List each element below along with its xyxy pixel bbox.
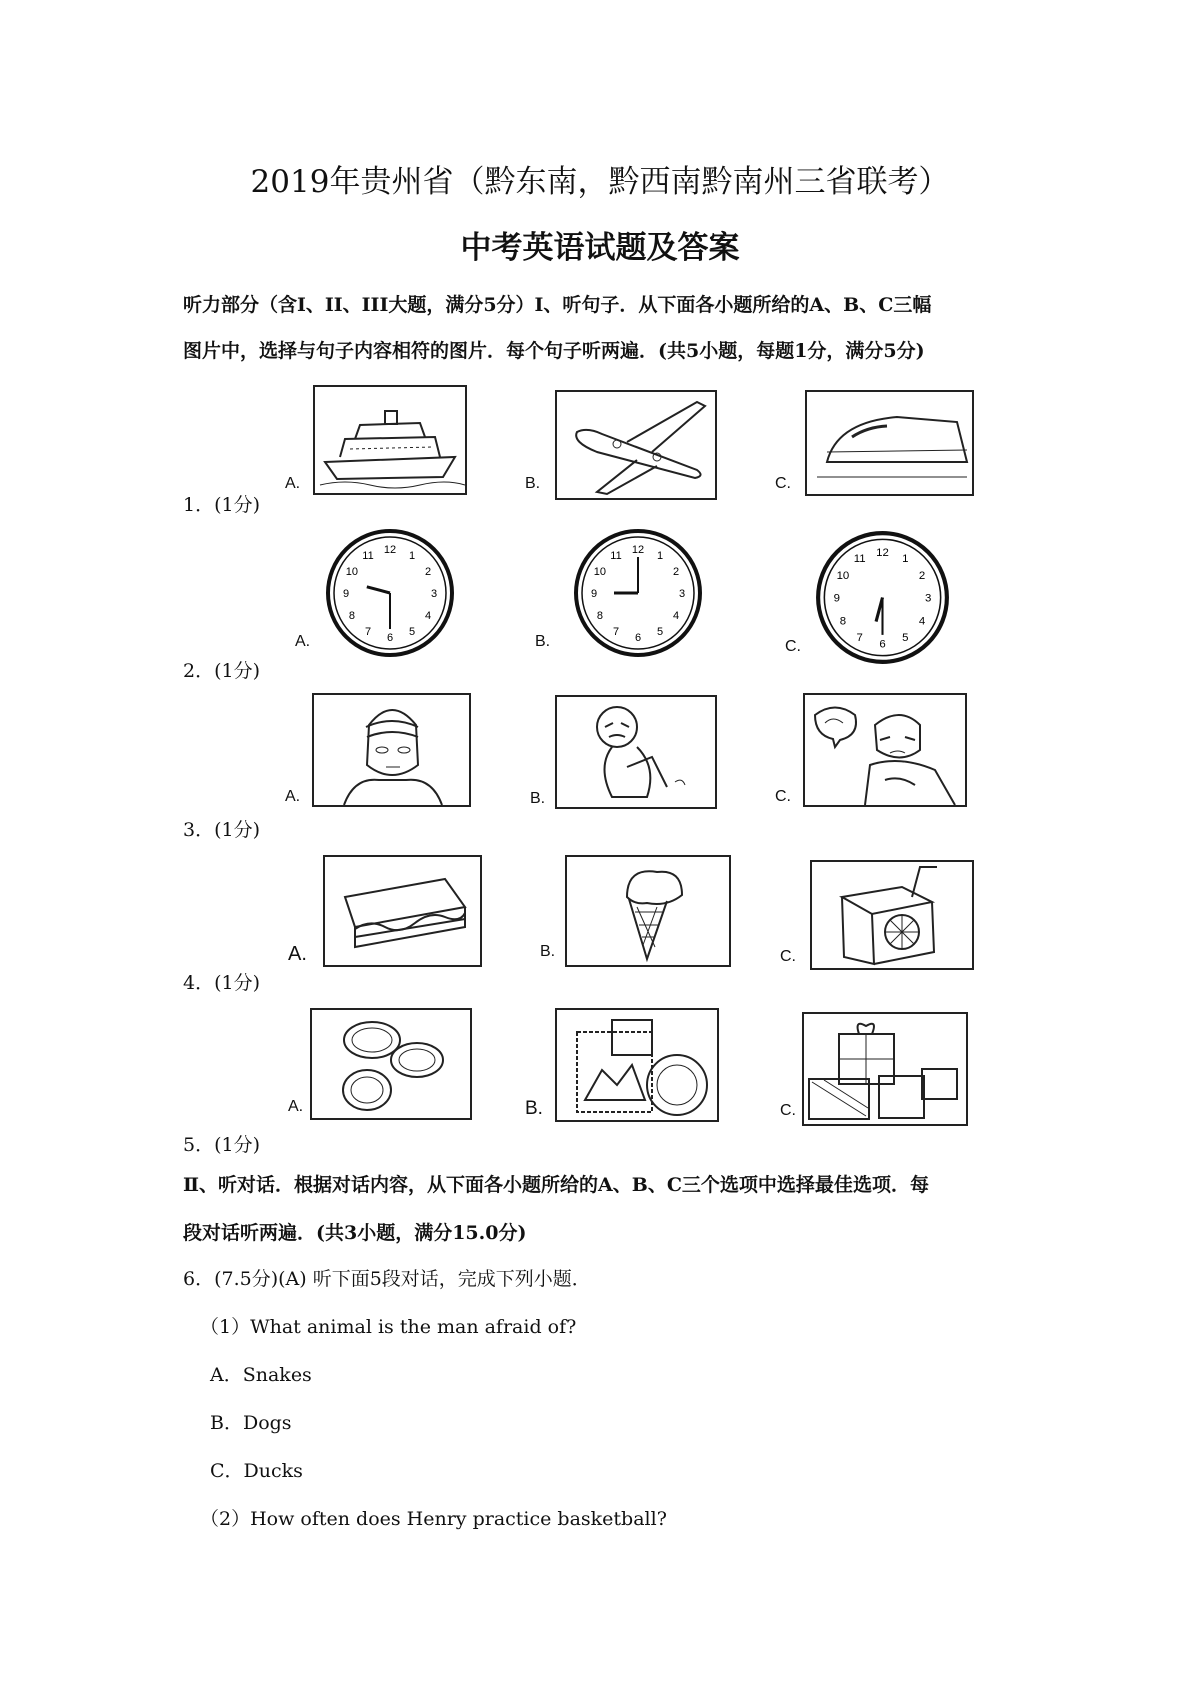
gifts-icon bbox=[802, 1012, 968, 1126]
option-letter: C. bbox=[780, 948, 796, 965]
fever-person-icon bbox=[555, 695, 717, 809]
clock-number: 6 bbox=[634, 632, 642, 644]
answer-option-b[interactable]: B．Dogs bbox=[210, 1412, 292, 1434]
option-letter: C. bbox=[780, 1102, 796, 1119]
option-letter: A. bbox=[288, 943, 307, 965]
clock-icon bbox=[573, 528, 703, 658]
clock-number: 11 bbox=[362, 549, 374, 562]
option-letter: C. bbox=[785, 638, 801, 655]
clock-number: 1 bbox=[902, 553, 909, 566]
airplane-icon bbox=[555, 390, 717, 500]
clock-number: 1 bbox=[656, 549, 664, 562]
clock-number: 3 bbox=[430, 588, 438, 600]
clock-number: 7 bbox=[612, 626, 620, 639]
clock-number: 12 bbox=[383, 544, 397, 556]
sandwich-icon bbox=[323, 855, 482, 967]
question-2-label: 2．(1分) bbox=[183, 660, 261, 682]
question-3-label: 3．(1分) bbox=[183, 819, 261, 841]
option-letter: B. bbox=[525, 475, 541, 492]
clock-number: 1 bbox=[408, 549, 416, 562]
option-letter: B. bbox=[535, 633, 551, 650]
listening-intro-line1: 听力部分（含I、II、III大题，满分5分）I、听句子．从下面各小题所给的A、B、C三幅 bbox=[183, 294, 932, 316]
listening-intro-line2: 图片中，选择与句子内容相符的图片．每个句子听两遍．(共5小题，每题1分，满分5分) bbox=[183, 340, 925, 362]
option-letter: A. bbox=[285, 475, 301, 492]
answer-option-c[interactable]: C．Ducks bbox=[210, 1460, 303, 1482]
clock-number: 6 bbox=[879, 638, 886, 651]
question-6-1-text: （1）What animal is the man afraid of? bbox=[200, 1316, 577, 1338]
clock-number: 4 bbox=[425, 610, 432, 622]
clock-number: 5 bbox=[656, 626, 664, 639]
option-letter: A. bbox=[288, 1098, 304, 1115]
clock-number: 11 bbox=[610, 549, 622, 562]
question-6-header: 6．(7.5分)(A) 听下面5段对话，完成下列小题． bbox=[183, 1268, 591, 1290]
clock-icon bbox=[815, 530, 950, 665]
clock-number: 2 bbox=[918, 569, 926, 582]
option-letter: A. bbox=[285, 788, 301, 805]
page-title-line2: 中考英语试题及答案 bbox=[460, 230, 740, 266]
clock-number: 3 bbox=[925, 592, 932, 605]
clock-number: 8 bbox=[348, 610, 355, 622]
question-5-label: 5．(1分) bbox=[183, 1134, 261, 1156]
option-letter: C. bbox=[775, 788, 791, 805]
clock-number: 6 bbox=[386, 632, 394, 644]
section-2-line2: 段对话听两遍．(共3小题，满分15.0分) bbox=[183, 1222, 527, 1244]
question-6-2-text: （2）How often does Henry practice basketball? bbox=[200, 1508, 667, 1530]
clock-number: 8 bbox=[596, 610, 603, 622]
clock-number: 12 bbox=[631, 544, 645, 556]
clock-number: 9 bbox=[342, 588, 350, 600]
clock-number: 3 bbox=[678, 588, 686, 600]
clock-number: 8 bbox=[839, 615, 847, 628]
clock-number: 11 bbox=[853, 553, 866, 566]
option-letter: A. bbox=[295, 633, 311, 650]
juice-box-icon bbox=[810, 860, 974, 970]
coins-icon bbox=[310, 1008, 472, 1120]
clock-number: 4 bbox=[673, 610, 680, 622]
clock-number: 2 bbox=[673, 566, 680, 578]
option-letter: B. bbox=[540, 943, 556, 960]
section-2-line1: Ⅱ、听对话．根据对话内容，从下面各小题所给的A、B、C三个选项中选择最佳选项．每 bbox=[183, 1174, 929, 1196]
clock-number: 7 bbox=[364, 626, 372, 639]
clock-number: 5 bbox=[408, 626, 416, 639]
option-letter: B. bbox=[530, 790, 546, 807]
clock-number: 2 bbox=[425, 566, 432, 578]
clock-number: 10 bbox=[345, 566, 359, 578]
clock-number: 4 bbox=[918, 615, 926, 628]
clock-number: 9 bbox=[590, 588, 598, 600]
clock-number: 10 bbox=[836, 569, 850, 582]
high-speed-train-icon bbox=[805, 390, 974, 496]
clock-number: 10 bbox=[593, 566, 607, 578]
question-1-label: 1．(1分) bbox=[183, 494, 261, 516]
stamp-icon bbox=[555, 1008, 719, 1122]
answer-option-a[interactable]: A．Snakes bbox=[210, 1364, 312, 1386]
clock-number: 9 bbox=[833, 592, 840, 605]
headache-person-icon bbox=[312, 693, 471, 807]
stomachache-person-icon bbox=[803, 693, 967, 807]
clock-number: 7 bbox=[856, 632, 863, 645]
ice-cream-icon bbox=[565, 855, 731, 967]
hour-hand bbox=[367, 587, 390, 593]
clock-icon bbox=[325, 528, 455, 658]
clock-number: 5 bbox=[902, 632, 909, 645]
option-letter: C. bbox=[775, 475, 791, 492]
cruise-ship-icon bbox=[313, 385, 467, 495]
clock-number: 12 bbox=[876, 546, 889, 559]
question-4-label: 4．(1分) bbox=[183, 972, 261, 994]
option-letter: B. bbox=[525, 1098, 543, 1119]
page-title-line1: 2019年贵州省（黔东南，黔西南黔南州三省联考） bbox=[250, 164, 950, 200]
